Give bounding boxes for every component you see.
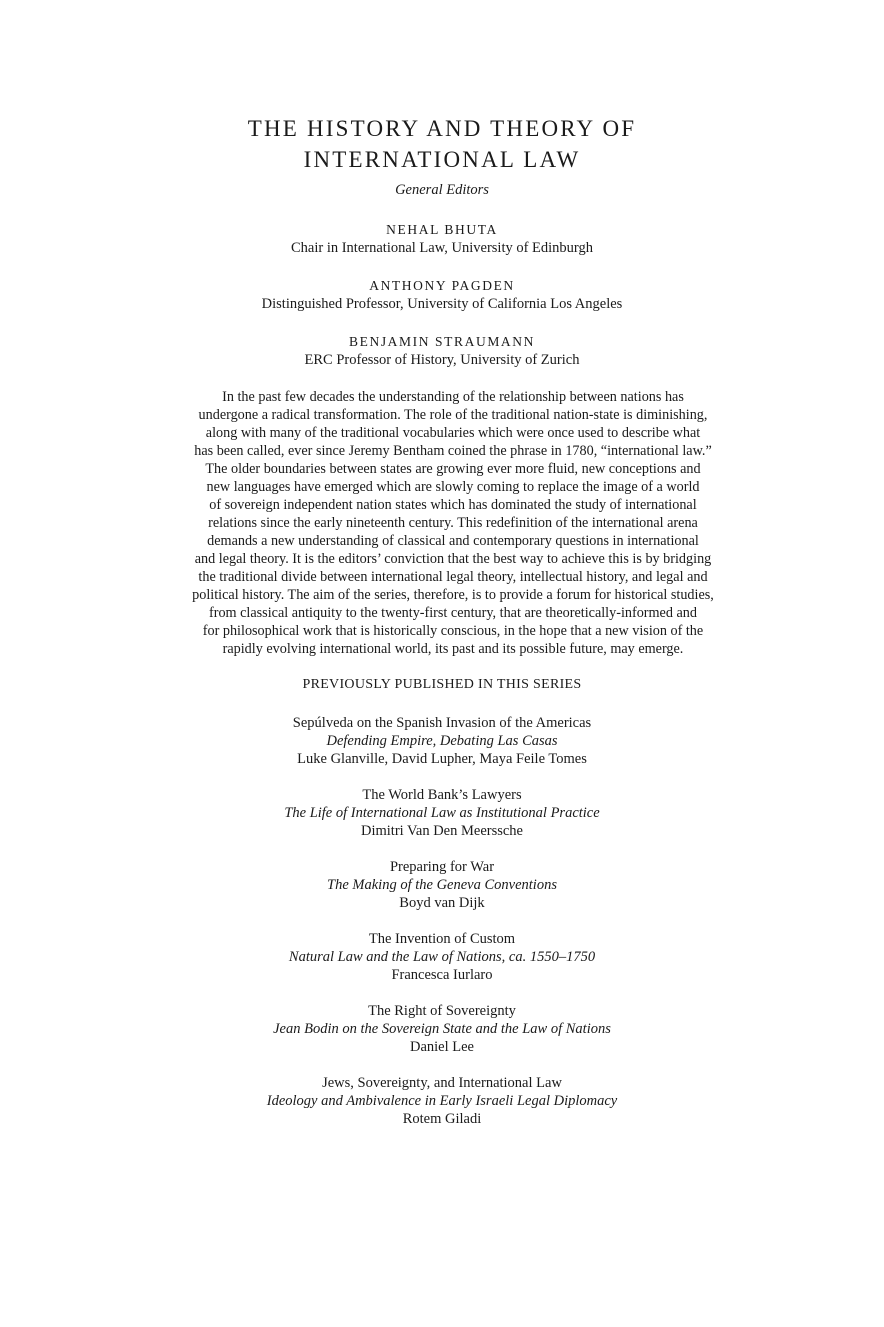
description-line: The older boundaries between states are growing ever more fluid, new conceptions and — [205, 461, 701, 477]
book-subtitle: Defending Empire, Debating Las Casas — [326, 733, 558, 749]
description-line: political history. The aim of the series, therefore, is to provide a forum for historical studies, — [192, 587, 714, 603]
editor-role: Chair in International Law, University of Edinburgh — [290, 240, 593, 256]
general-editors-label: General Editors — [395, 182, 489, 198]
editor-name: NEHAL BHUTA — [386, 222, 498, 237]
book-authors: Luke Glanville, David Lupher, Maya Feile Tomes — [297, 751, 587, 767]
description-line: has been called, ever since Jeremy Bentham coined the phrase in 1780, “international law.” — [194, 443, 712, 459]
book-title: The World Bank’s Lawyers — [362, 787, 522, 803]
previously-published-heading: PREVIOUSLY PUBLISHED IN THIS SERIES — [302, 677, 582, 692]
book-entry — [0, 1074, 884, 1128]
book-authors: Dimitri Van Den Meerssche — [360, 823, 523, 839]
editor-name: ANTHONY PAGDEN — [369, 278, 515, 293]
description-line: new languages have emerged which are slowly coming to replace the image of a world — [206, 479, 700, 495]
book-authors: Daniel Lee — [409, 1039, 474, 1055]
editor-entry — [0, 277, 884, 313]
description-line: In the past few decades the understanding of the relationship between nations has — [222, 389, 684, 405]
book-list — [0, 714, 884, 1146]
editor-name: BENJAMIN STRAUMANN — [349, 334, 535, 349]
description-line: rapidly evolving international world, its past and its possible future, may emerge. — [222, 641, 684, 657]
book-subtitle: The Making of the Geneva Conventions — [327, 877, 557, 893]
book-subtitle: Ideology and Ambivalence in Early Israeli Legal Diplomacy — [266, 1093, 618, 1109]
description-line: of sovereign independent nation states which has dominated the study of international — [209, 497, 697, 513]
book-entry — [0, 786, 884, 840]
book-entry — [0, 714, 884, 768]
book-title: The Right of Sovereignty — [368, 1003, 516, 1019]
editor-role: ERC Professor of History, University of Zurich — [304, 352, 580, 368]
series-title-line-2: INTERNATIONAL LAW — [303, 147, 581, 172]
book-entry — [0, 858, 884, 912]
book-subtitle: Jean Bodin on the Sovereign State and the Law of Nations — [273, 1021, 611, 1037]
editor-entry — [0, 333, 884, 369]
series-description — [160, 388, 746, 658]
book-entry — [0, 1002, 884, 1056]
editor-entry — [0, 221, 884, 257]
description-line: the traditional divide between international legal theory, intellectual history, and legal and — [198, 569, 708, 585]
book-title: The Invention of Custom — [368, 931, 516, 947]
description-line: demands a new understanding of classical and contemporary questions in international — [207, 533, 699, 549]
description-line: relations since the early nineteenth century. This redefinition of the international arena — [208, 515, 698, 531]
description-line: for philosophical work that is historically conscious, in the hope that a new vision of the — [202, 623, 704, 639]
book-authors: Francesca Iurlaro — [391, 967, 493, 983]
book-title: Preparing for War — [389, 859, 495, 875]
book-entry — [0, 930, 884, 984]
book-title: Sepúlveda on the Spanish Invasion of the Americas — [292, 715, 592, 731]
book-authors: Boyd van Dijk — [399, 895, 485, 911]
description-line: undergone a radical transformation. The role of the traditional nation-state is diminishing, — [198, 407, 708, 423]
description-line: and legal theory. It is the editors’ conviction that the best way to achieve this is by bridging — [194, 551, 712, 567]
book-authors: Rotem Giladi — [402, 1111, 482, 1127]
description-line: along with many of the traditional vocabularies which were once used to describe what — [205, 425, 701, 441]
book-subtitle: Natural Law and the Law of Nations, ca. 1550–1750 — [288, 949, 596, 965]
description-line: from classical antiquity to the twenty-first century, that are theoretically-informed and — [209, 605, 697, 621]
book-title: Jews, Sovereignty, and International Law — [322, 1075, 562, 1091]
editor-role: Distinguished Professor, University of California Los Angeles — [261, 296, 623, 312]
series-title-line-1: THE HISTORY AND THEORY OF — [247, 116, 637, 141]
book-subtitle: The Life of International Law as Institutional Practice — [284, 805, 600, 821]
series-title — [0, 113, 884, 175]
